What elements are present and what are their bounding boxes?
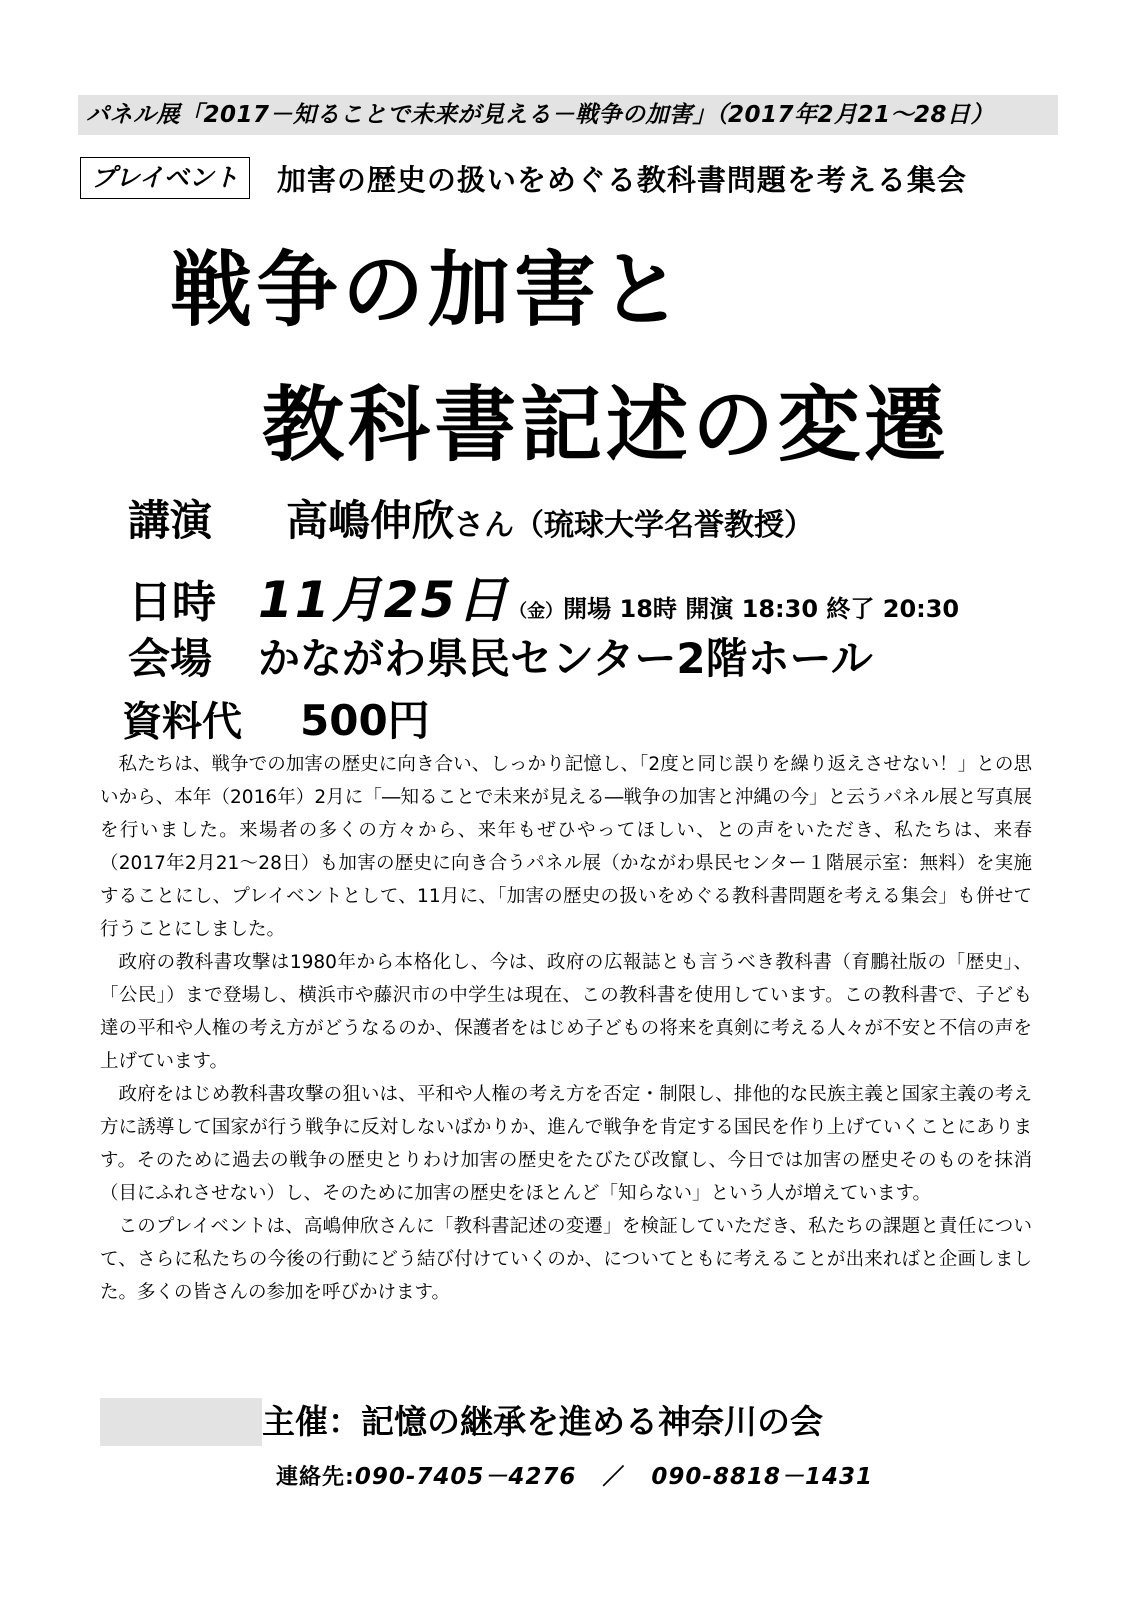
body-paragraph-4: このプレイベントは、高嶋伸欣さんに「教科書記述の変遷」を検証していただき、私たちの課題と責任について、さらに私たちの今後の行動にどう結び付けていくのか、についてともに考えることが出来ればと企画しました。多くの皆さんの参加を呼びかけます。 — [100, 1216, 1032, 1303]
fee-amount: 500円 — [300, 696, 430, 745]
organizer-label: 主催： — [262, 1402, 361, 1441]
body-text — [100, 748, 1032, 1309]
fee-label: 資料代 — [122, 699, 242, 745]
speaker-name: 高嶋伸欣 — [286, 496, 455, 545]
organizer-row — [262, 1398, 823, 1446]
datetime-row — [128, 571, 960, 629]
contact-label: 連絡先: — [276, 1465, 355, 1490]
headline-line-1: 戦争の加害と — [170, 243, 687, 338]
headline-line-2: 教科書記述の変遷 — [262, 378, 951, 473]
event-weekday: （金） — [509, 601, 564, 622]
contact-phone-2: 090-8818－1431 — [651, 1464, 874, 1490]
body-paragraph-1: 私たちは、戦争での加害の歴史に向き合い、しっかり記憶し、「2度と同じ誤りを繰り返えさせない！」との思いから、本年（2016年）2月に「―知ることで未来が見える―戦争の加害と沖縄の今」と云うパネル展と写真展を行いました。来場者の多くの方々から、来年もぜひやってほしい、との声をいただき、私たちは、来春（2017年2月21～28日）も加害の歴史に向き合うパネル展（かながわ県民センター１階展示室：無料）を実施することにし、プレイベントとして、11月に、「加害の歴史の扱いをめぐる教科書問題を考える集会」も併せて行うことにしました。 — [100, 754, 1032, 940]
venue-label: 会場 — [128, 634, 213, 683]
venue-name: かながわ県民センター2階ホール — [258, 634, 873, 683]
event-times: 開場 18時 開演 18:30 終了 20:30 — [563, 595, 960, 623]
lecture-row — [128, 496, 815, 545]
contact-row — [276, 1458, 873, 1491]
pre-event-row — [80, 157, 1080, 205]
fee-row — [122, 696, 430, 745]
pre-event-badge: プレイベント — [80, 157, 250, 199]
lecture-label: 講演 — [128, 496, 213, 545]
organizer-shade-block — [100, 1398, 262, 1446]
event-date: 11月25日 — [258, 571, 510, 629]
panel-exhibition-banner: パネル展「2017－知ることで未来が見える－戦争の加害」（2017年2月21～28日） — [78, 95, 1058, 135]
speaker-honorific: さん — [454, 508, 515, 543]
body-paragraph-2: 政府の教科書攻撃は1980年から本格化し、今は、政府の広報誌とも言うべき教科書（育鵬社版の「歴史」、「公民」）まで登場し、横浜市や藤沢市の中学生は現在、この教科書を使用しています。この教科書で、子ども達の平和や人権の考え方がどうなるのか、保護者をはじめ子どもの将来を真剣に考える人々が不安と不信の声を上げています。 — [100, 952, 1032, 1072]
speaker-affiliation: （琉球大学名誉教授） — [514, 508, 815, 543]
datetime-label: 日時 — [128, 577, 216, 628]
organizer-name: 記憶の継承を進める神奈川の会 — [361, 1402, 823, 1441]
pre-event-title: 加害の歴史の扱いをめぐる教科書問題を考える集会 — [276, 162, 967, 197]
venue-row — [128, 634, 873, 683]
contact-separator: ／ — [602, 1465, 626, 1490]
contact-phone-1: 090-7405－4276 — [354, 1464, 577, 1490]
body-paragraph-3: 政府をはじめ教科書攻撃の狙いは、平和や人権の考え方を否定・制限し、排他的な民族主義と国家主義の考え方に誘導して国家が行う戦争に反対しないばかりか、進んで戦争を肯定する国民を作り上げていくことにあります。そのために過去の戦争の歴史とりわけ加害の歴史をたびたび改竄し、今日では加害の歴史そのものを抹消（目にふれさせない）し、そのために加害の歴史をほとんど「知らない」という人が増えています。 — [100, 1084, 1032, 1204]
